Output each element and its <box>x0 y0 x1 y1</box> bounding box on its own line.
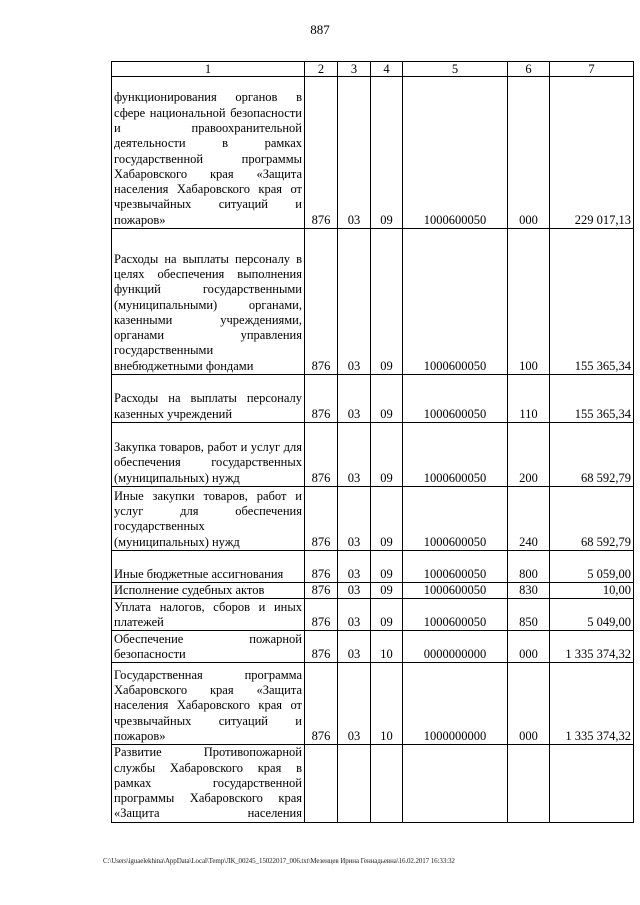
cell-target-article: 1000600050 <box>403 375 508 423</box>
header-cell: 3 <box>338 62 371 77</box>
cell-amount: 5 059,00 <box>550 551 634 583</box>
cell-subsection: 10 <box>371 631 403 663</box>
cell-expense-type: 100 <box>508 229 550 375</box>
row-name: Исполнение судебных актов <box>112 583 305 599</box>
header-cell: 4 <box>371 62 403 77</box>
cell-section: 03 <box>338 551 371 583</box>
table-row <box>112 229 634 375</box>
cell-section: 03 <box>338 229 371 375</box>
cell-amount <box>550 745 634 823</box>
cell-amount: 155 365,34 <box>550 375 634 423</box>
cell-section: 03 <box>338 583 371 599</box>
cell-subsection: 09 <box>371 551 403 583</box>
cell-section: 03 <box>338 77 371 229</box>
cell-expense-type: 000 <box>508 631 550 663</box>
cell-expense-type: 000 <box>508 77 550 229</box>
cell-amount: 229 017,13 <box>550 77 634 229</box>
cell-amount: 1 335 374,32 <box>550 663 634 745</box>
row-name: Закупка товаров, работ и услуг для обеспечения государственных (муниципальных) нужд <box>112 423 305 487</box>
table-row <box>112 423 634 487</box>
cell-subsection: 09 <box>371 77 403 229</box>
cell-target-article: 1000600050 <box>403 599 508 631</box>
table-row <box>112 745 634 823</box>
header-cell: 6 <box>508 62 550 77</box>
table-row <box>112 551 634 583</box>
row-name: Расходы на выплаты персоналу в целях обеспечения выполнения функций государственными (муниципальными) органами, казенными учреждениями, органами управления государственными внебюджетными фондами <box>112 229 305 375</box>
cell-target-article: 1000600050 <box>403 77 508 229</box>
table-row <box>112 631 634 663</box>
cell-ministry: 876 <box>305 229 338 375</box>
cell-section: 03 <box>338 599 371 631</box>
cell-target-article: 1000000000 <box>403 663 508 745</box>
cell-ministry <box>305 745 338 823</box>
cell-expense-type: 000 <box>508 663 550 745</box>
cell-section: 03 <box>338 487 371 551</box>
cell-section: 03 <box>338 375 371 423</box>
cell-expense-type <box>508 745 550 823</box>
header-cell: 2 <box>305 62 338 77</box>
cell-expense-type: 800 <box>508 551 550 583</box>
cell-ministry: 876 <box>305 599 338 631</box>
cell-expense-type: 200 <box>508 423 550 487</box>
table-row <box>112 599 634 631</box>
cell-subsection: 09 <box>371 423 403 487</box>
row-name: Развитие Противопожарной службы Хабаровского края в рамках государственной программы Хабаровского края «Защита населения <box>112 745 305 823</box>
cell-ministry: 876 <box>305 663 338 745</box>
cell-amount: 5 049,00 <box>550 599 634 631</box>
cell-ministry: 876 <box>305 423 338 487</box>
cell-target-article: 1000600050 <box>403 487 508 551</box>
cell-ministry: 876 <box>305 375 338 423</box>
cell-subsection: 09 <box>371 487 403 551</box>
row-name: Расходы на выплаты персоналу казенных учреждений <box>112 375 305 423</box>
cell-ministry: 876 <box>305 631 338 663</box>
cell-subsection: 09 <box>371 599 403 631</box>
row-name: Обеспечение пожарной безопасности <box>112 631 305 663</box>
row-name: функционирования органов в сфере национальной безопасности и правоохранительной деятельности в рамках государственной программы Хабаровского края «Защита населения Хабаровского края от чрезвычайных ситуаций и пожаров» <box>112 77 305 229</box>
cell-target-article <box>403 745 508 823</box>
cell-subsection: 10 <box>371 663 403 745</box>
cell-ministry: 876 <box>305 551 338 583</box>
budget-table <box>111 61 634 823</box>
table-row <box>112 487 634 551</box>
cell-subsection: 09 <box>371 583 403 599</box>
page-number: 887 <box>310 22 330 37</box>
row-name: Государственная программа Хабаровского края «Защита населения Хабаровского края от чрезвычайных ситуаций и пожаров» <box>112 663 305 745</box>
table-row <box>112 583 634 599</box>
row-name: Иные бюджетные ассигнования <box>112 551 305 583</box>
cell-section: 03 <box>338 631 371 663</box>
cell-ministry: 876 <box>305 77 338 229</box>
cell-amount: 68 592,79 <box>550 487 634 551</box>
cell-target-article: 1000600050 <box>403 551 508 583</box>
header-cell: 1 <box>112 62 305 77</box>
row-name: Иные закупки товаров, работ и услуг для обеспечения государственных (муниципальных) нужд <box>112 487 305 551</box>
cell-expense-type: 830 <box>508 583 550 599</box>
cell-expense-type: 240 <box>508 487 550 551</box>
table-row <box>112 375 634 423</box>
cell-expense-type: 850 <box>508 599 550 631</box>
cell-target-article: 1000600050 <box>403 583 508 599</box>
cell-expense-type: 110 <box>508 375 550 423</box>
cell-subsection: 09 <box>371 229 403 375</box>
header-cell: 7 <box>550 62 634 77</box>
cell-amount: 68 592,79 <box>550 423 634 487</box>
footer-path: C:\Users\iguaelekhina\AppData\Local\Temp\ЛК_00245_15022017_006.txt\Мезенцев Ирина Геннадьевна\16.02.2017 16:33:32 <box>103 857 455 865</box>
table-header-row <box>112 62 634 77</box>
cell-ministry: 876 <box>305 487 338 551</box>
cell-target-article: 1000600050 <box>403 423 508 487</box>
row-name: Уплата налогов, сборов и иных платежей <box>112 599 305 631</box>
cell-amount: 1 335 374,32 <box>550 631 634 663</box>
header-cell: 5 <box>403 62 508 77</box>
cell-subsection: 09 <box>371 375 403 423</box>
cell-section <box>338 745 371 823</box>
cell-target-article: 0000000000 <box>403 631 508 663</box>
table-row <box>112 77 634 229</box>
cell-ministry: 876 <box>305 583 338 599</box>
cell-amount: 10,00 <box>550 583 634 599</box>
cell-section: 03 <box>338 663 371 745</box>
table-row <box>112 663 634 745</box>
cell-amount: 155 365,34 <box>550 229 634 375</box>
cell-subsection <box>371 745 403 823</box>
cell-section: 03 <box>338 423 371 487</box>
cell-target-article: 1000600050 <box>403 229 508 375</box>
